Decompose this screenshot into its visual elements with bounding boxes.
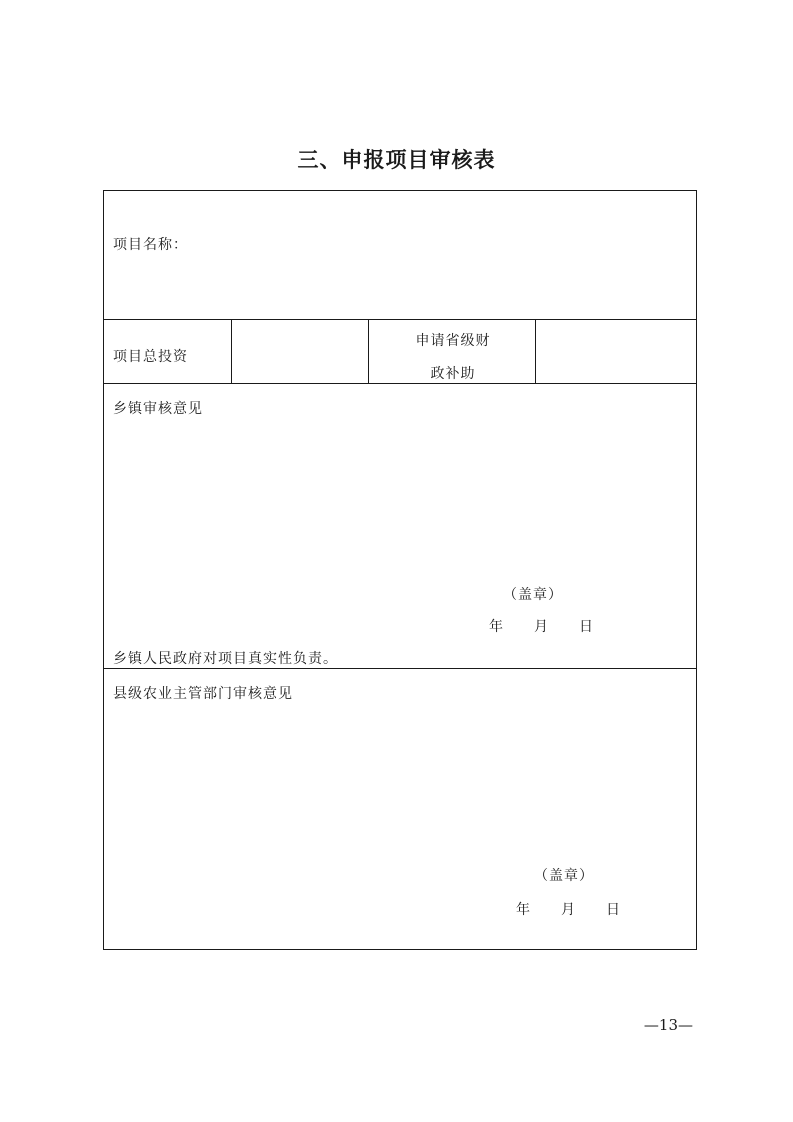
township-seal-label: （盖章） [503,587,563,603]
page-title: 三、申报项目审核表 [297,148,496,172]
county-seal-label: （盖章） [534,868,594,884]
row-divider [104,383,696,384]
county-date: 年 月 日 [516,902,621,918]
row-divider [104,668,696,669]
township-date: 年 月 日 [489,619,594,635]
column-divider [368,319,369,383]
total-investment-label: 项目总投资 [113,349,188,365]
row-divider [104,319,696,320]
county-review-label: 县级农业主管部门审核意见 [113,686,293,702]
township-review-opinion-area[interactable] [116,423,686,573]
township-review-label: 乡镇审核意见 [113,401,203,417]
column-divider [231,319,232,383]
project-name-label: 项目名称： [113,237,188,253]
provincial-subsidy-label-line1: 申请省级财 [415,333,491,349]
township-responsibility-note: 乡镇人民政府对项目真实性负责。 [113,651,338,667]
review-form-table [103,190,697,950]
column-divider [535,319,536,383]
provincial-subsidy-label-line2: 政补助 [430,366,476,382]
county-review-opinion-area[interactable] [116,708,686,858]
page-number: —13— [643,1016,693,1034]
